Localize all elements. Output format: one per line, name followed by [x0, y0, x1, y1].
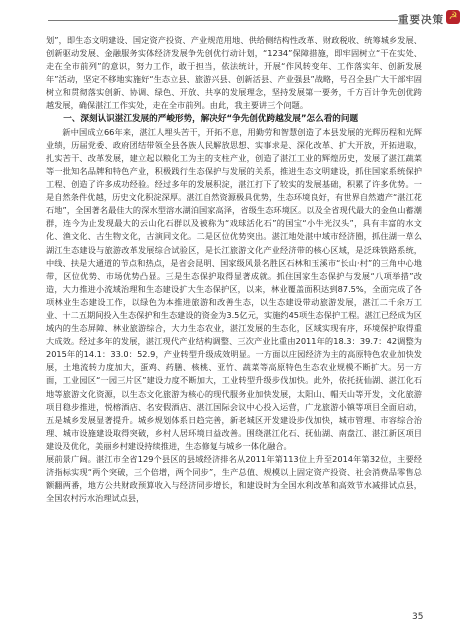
paragraph: 划”，即生态文明建设、国定资产投资、产业规范用地、供给侧结构性改革、财政税收、统筹城乡发展、创新驱动发展、金融服务实体经济发展争先创优行动计划，“1234”保障措施，即牢固树立“干在实处、走在全市前列”的意识，努力工作，敢于担当，依法统计，开展“作风转变年、工作落实年、创新发展年”活动，坚定不移地实施好“生态立县、旅游兴县、创新活县、产业强县”战略，号召全县广大干部牢固树立和贯彻落实创新、协调、绿色、开放、共享的发展理念，坚持发展第一要务，千方百计争先创优跨越发展，确保湛江工作实处，走在全市前列。由此，我主要讲三个问题。 — [46, 35, 422, 111]
header-rule — [48, 20, 398, 21]
section-title: 重要决策 — [398, 14, 444, 26]
article-body — [46, 34, 422, 505]
party-emblem-icon: ☭ — [446, 10, 460, 24]
page-number: 35 — [412, 612, 424, 622]
paragraph: 新中国成立66年来，湛江人埋头苦干，开拓不息，用勤劳和智慧创造了本县发展的光辉历程和光辉业绩，历届党委、政府团结带领全县各族人民解放思想、实事求是、深化改革、扩大开放，开拓进取，扎实苦干、改革发展，建立起以粮化工为主的支柱产业，创造了湛江工业的辉煌历史，发展了湛江蔬菜等一批知名品牌和特色产业，积极践行生态保护与发展的关系，推进生态文明建设，抓住国家系统保护工程、创造了许多成功经验。经过多年的发展积淀，湛江打下了较实的发展基础，积累了许多优势。一是自然条件优越，历史文化积淀深厚。湛江自然资源极具优势，生态环境良好，有世界自然遗产“湛江花石地”，全国著名最佳大的深水型溶水湖泊国家高泽，省级生态环境区。以及全省现代最大的金鱼山蓄潮群，连今为止发现最大的云山化石群以及被称为“戏球活化石”的国宝“小牛光汉头”，具有丰富的水文化、渔文化、古生物文化，古演同文化。二是区位优势突出。湛江地处湛中域市经济圈，抓住湖一草么湖江生态建设与旅游改革发展综合试验区，是长江旅游文化产业经济带的核心区域，是泛珠铁路系统，中线、扶是大通道的节点和热点，是省会昆明、国家级风景名胜区石林和玉溪市“长山·村”的三角中心地带，区位优势、市场优势凸显。三是生态保护取得显著成就。抓住国家生态保护与发展“八项举措”改造，大力推进小流域治理和生态建设扩大生态保护区，以来，林业覆盖面积达到87.5%，全面完成了各项林业生态建设工作，以绿色为本推进旅游和改善生态，以生态建设带动旅游发展，湛江二千余万工业、十二五期间投入生态保护和生态建设的资金为3.5亿元，实施约45项生态保护工程。湛江已经成为区域内的生态屏障、林业旅游综合，大力生态农业，湛江发展的生态化，区域实现有序，环境保护取得重大成效。经过多年的发展，湛江现代产业结构调整、三次产业比重由2011年的18.3：39.7：42调整为2015年的14.1：33.0：52.9，产业转型升级成效明显。一方面以庄园经济为主的高原特色农业加快发展，土地流转力度加大，蛋鸡、药膳、核桃、亚竹、蔬菜等高原特色生态农业规模不断扩大。另一方面，工业园区“一园三片区”建设力度不断加大，工业转型升级步伐加快。此外，依托抚仙湖、湛江化石地等旅游文化资源，以生态文化旅游为核心的现代服务业加快发展，太阳山、帽天山等开发，文化旅游项目稳步推进，悦榕酒店、名安假酒店、湛江国际会议中心投入运营，广龙旅游小镇等项目全面启动，五是城乡发展显著提升。城乡规划体系日趋完善，新老城区开发建设步伐加快，城市管理、市容综合治理、城市设施建设取得突破，乡村人居环境日益改善。围绕湛江化石、抚仙湖、南盘江、湛江新区项目建设及优化，美丽乡村建设持续推进，生态修复与城乡一体化融合。 — [46, 126, 422, 451]
section-heading: 一、深刻认识湛江发展的严峻形势，解决好“争先创优跨越发展”怎么看的问题 — [63, 113, 359, 124]
paragraph: 展前景广阔。湛江市全省129个县区的县域经济排名从2011年第113位上升至2014年第32位，主要经济指标实现“两个突破，三个倍增，两个同步”，生产总值、规模以上固定资产投资、社会消费品零售总额翻两番，地方公共财政预算收入与经济同步增长，和建设时为全国水利改革和高效节水减排试点县，全国农村污水治理试点县， — [46, 454, 422, 504]
running-header — [0, 0, 468, 30]
